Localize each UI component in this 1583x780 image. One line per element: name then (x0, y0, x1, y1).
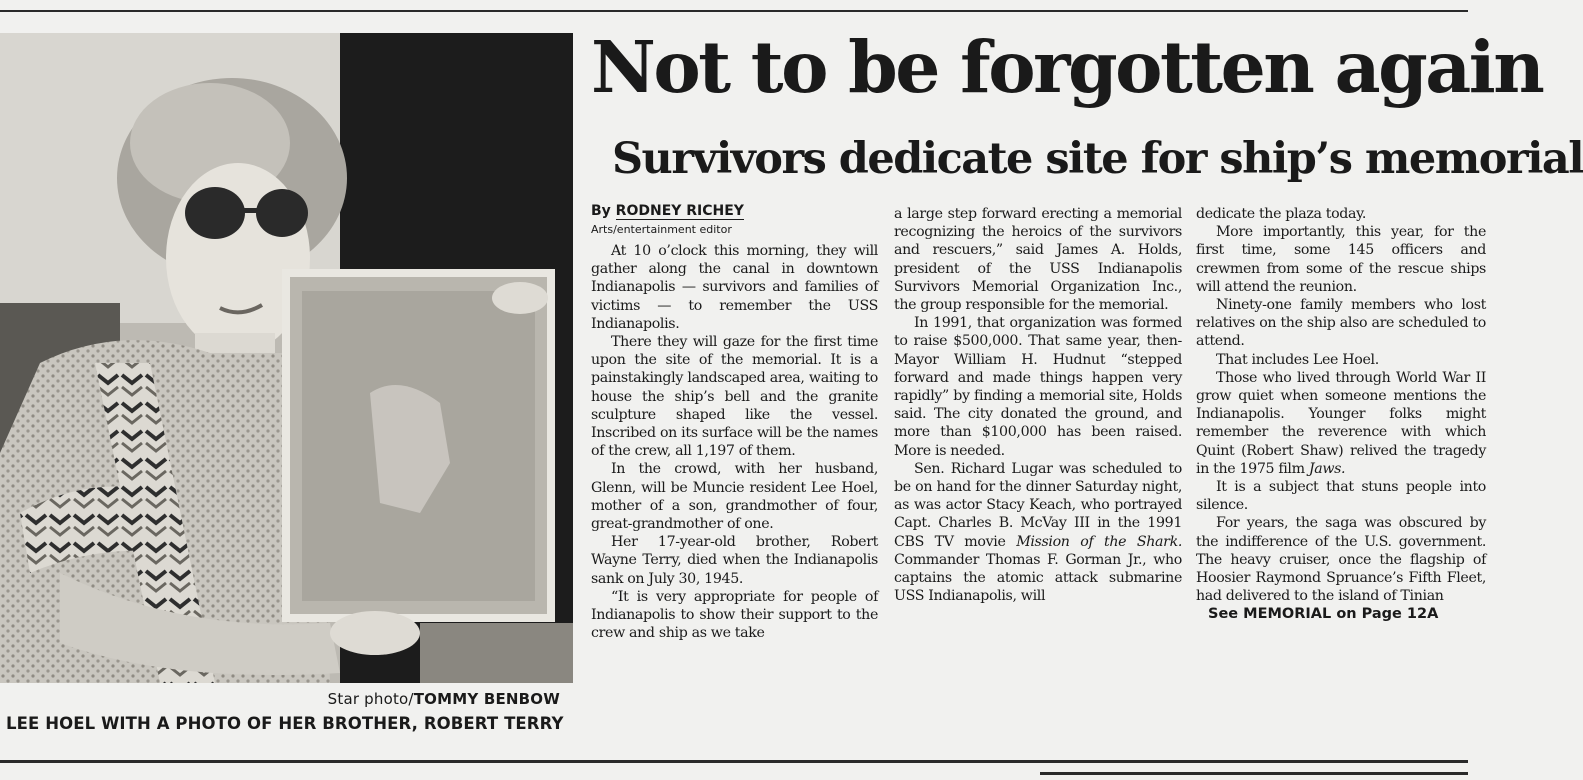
paragraph: More importantly, this year, for the first time, some 145 officers and crewmen from some of the rescue ships will attend the reunion. (1196, 224, 1486, 295)
photo-credit-prefix: Star photo/ (327, 690, 414, 708)
paragraph: It is a subject that stuns people into silence. (1196, 479, 1486, 514)
photo-illustration (0, 33, 573, 683)
bottom-rule (0, 760, 1468, 763)
paragraph: In the crowd, with her husband, Glenn, will be Muncie resident Lee Hoel, mother of a son, grandmother of four, great-grandmother of one. (591, 461, 878, 533)
paragraph: That includes Lee Hoel. (1216, 351, 1379, 368)
paragraph: dedicate the plaza today. (1196, 206, 1367, 222)
headline: Not to be forgotten again (591, 25, 1543, 109)
paragraph (1196, 369, 1486, 478)
article-column-3 (1196, 205, 1486, 624)
photo-credit-name: TOMMY BENBOW (413, 690, 560, 708)
byline-prefix: By (591, 203, 616, 219)
article-photo (0, 33, 573, 683)
paragraph: Her 17-year-old brother, Robert Wayne Terry, died when the Indianapolis sank on July 30, 1945. (591, 534, 878, 587)
jump-line: See MEMORIAL on Page 12A (1208, 606, 1439, 623)
paragraph: a large step forward erecting a memorial recognizing the heroics of the survivors and rescuers,” said James A. Holds, president of the USS Indianapolis Survivors Memorial Organization Inc., the group responsible for the memorial. (894, 206, 1182, 314)
paragraph: “It is very appropriate for people of Indianapolis to show their support to the crew and ship as we take (591, 588, 878, 642)
paragraph: In 1991, that organization was formed to raise $500,000. That same year, then-Mayor William H. Hudnut “stepped forward and made things happen very rapidly” by finding a memorial site, Holds said. The city donated the ground, and more than $100,000 has been raised. More is needed. (894, 315, 1182, 459)
byline-title: Arts/entertainment editor (591, 223, 732, 236)
paragraph: Ninety-one family members who lost relatives on the ship also are scheduled to attend. (1196, 297, 1486, 350)
byline-name: RODNEY RICHEY (615, 203, 744, 219)
paragraph: There they will gaze for the first time upon the site of the memorial. It is a painstakingly landscaped area, waiting to house the ship’s bell and the granite sculpture shaped like the vessel. Inscribed on its surface will be the names of the crew, all 1,197 of them. (591, 334, 878, 460)
text-run: Sen. Richard Lugar was scheduled to be on hand for the dinner Saturday night, as was actor Stacy Keach, who portrayed Capt. Charles B. McVay III in the 1991 CBS TV movie (894, 460, 1182, 550)
paragraph: At 10 o’clock this morning, they will gather along the canal in downtown Indianapolis — survivors and families of victims — to remember the USS Indianapolis. (591, 243, 878, 332)
paragraph (894, 460, 1182, 606)
article-column-2 (894, 205, 1182, 605)
subhead: Survivors dedicate site for ship’s memorial (612, 134, 1583, 184)
top-rule (0, 10, 1468, 12)
photo-credit (0, 690, 560, 708)
byline (591, 203, 744, 219)
bottom-rule-short (1040, 772, 1468, 775)
movie-title: Mission of the Shark. (1016, 533, 1182, 550)
photo-caption: LEE HOEL WITH A PHOTO OF HER BROTHER, ROBERT TERRY (6, 714, 564, 733)
film-title: Jaws. (1308, 460, 1346, 477)
text-run: Those who lived through World War II grow quiet when someone mentions the Indianapolis. Younger folks might remember the reverence with which Quint (Robert Shaw) relived the tragedy in the 1975 film (1196, 369, 1486, 477)
paragraph: For years, the saga was obscured by the indifference of the U.S. government. The heavy cruiser, once the flagship of Hoosier Raymond Spruance’s Fifth Fleet, had delivered to the island of Tinian (1196, 515, 1486, 605)
text-run: Commander Thomas F. Gorman Jr., who captains the atomic attack submarine USS Indianapolis, will (894, 551, 1182, 605)
article-column-1 (591, 242, 878, 642)
